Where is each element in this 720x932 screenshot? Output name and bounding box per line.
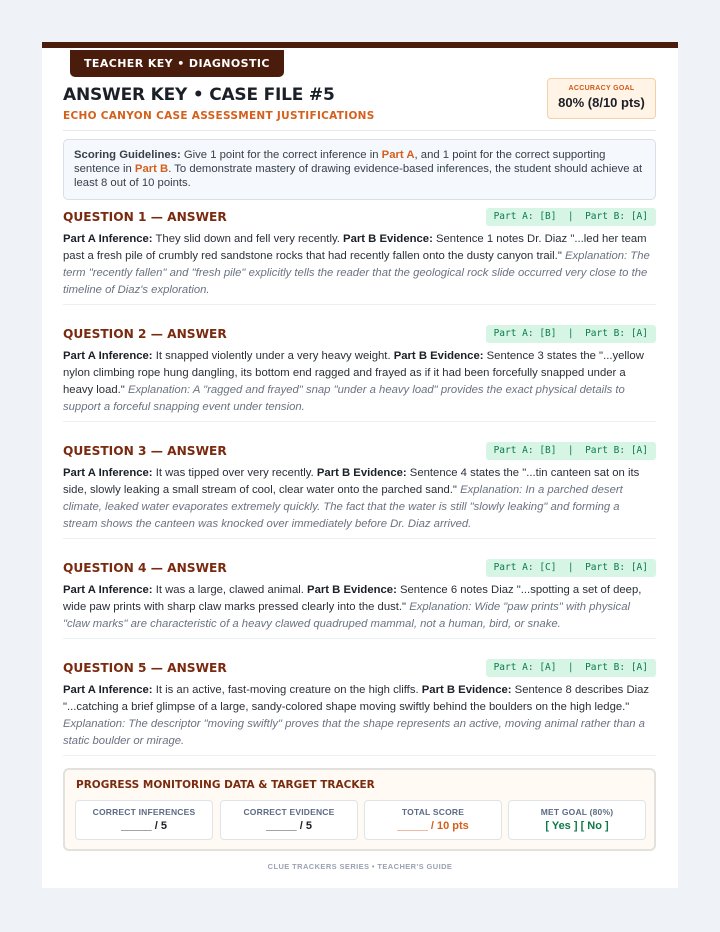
question-divider	[63, 421, 656, 422]
cell-value: [ Yes ] [ No ]	[545, 820, 609, 832]
question-title: QUESTION 4 — ANSWER	[63, 561, 227, 575]
question-title: QUESTION 1 — ANSWER	[63, 210, 227, 224]
question-justification	[63, 682, 656, 750]
part-b-text: Sentence 3 states the "...yellow nylon climbing rope hung dangling, its bottom end ragged and frayed as if it had been forcefully snapped under a heavy load."	[63, 350, 644, 396]
answer-key-badge: Part A: [C] | Part B: [A]	[486, 559, 656, 577]
question-title: QUESTION 2 — ANSWER	[63, 327, 227, 341]
guidelines-text-2: , and 1 point for the correct supporting sentence in	[74, 149, 606, 176]
cell-label: TOTAL SCORE	[401, 807, 465, 817]
header-divider	[63, 130, 656, 131]
accuracy-goal-value: 80% (8/10 pts)	[558, 95, 645, 110]
explanation-text: Explanation: The descriptor "moving swiftly" proves that the shape represents an active, moving animal rather than a static boulder or mirage.	[63, 718, 645, 747]
part-a-label: Part A Inference:	[63, 684, 153, 696]
question-justification	[63, 465, 656, 533]
part-b-text: Sentence 6 notes Diaz "...spotting a set of deep, wide paw prints with sharp claw marks pressed clearly into the dust."	[63, 584, 642, 613]
cell-label: MET GOAL (80%)	[540, 807, 614, 817]
correct-inferences-cell[interactable]	[75, 800, 213, 840]
question-4-answer	[63, 559, 656, 633]
cell-value: _____ / 10 pts	[397, 820, 469, 832]
total-score-cell[interactable]	[364, 800, 502, 840]
part-a-text: It snapped violently under a very heavy weight.	[152, 350, 394, 362]
question-justification	[63, 231, 656, 299]
answer-key-page	[42, 42, 678, 888]
part-a-text: It was tipped over very recently.	[152, 467, 317, 479]
part-a-label: Part A Inference:	[63, 584, 153, 596]
part-b-text: Sentence 1 notes Dr. Diaz "...led her team past a fresh pile of crumbly red sandstone rocks that had recently fallen onto the dusty canyon trail."	[63, 233, 647, 262]
question-title: QUESTION 5 — ANSWER	[63, 661, 227, 675]
progress-tracker	[63, 768, 656, 851]
guidelines-text-1: Give 1 point for the correct inference in	[180, 149, 382, 161]
question-divider	[63, 638, 656, 639]
part-b-label: Part B Evidence:	[421, 684, 512, 696]
guidelines-part-b: Part B	[134, 163, 169, 176]
part-a-text: It was a large, clawed animal.	[152, 584, 308, 596]
answer-key-badge: Part A: [B] | Part B: [A]	[486, 442, 656, 460]
cell-label: CORRECT EVIDENCE	[243, 807, 335, 817]
teacher-key-tab: TEACHER KEY • DIAGNOSTIC	[70, 50, 284, 77]
guidelines-part-a: Part A	[381, 149, 415, 161]
page-subtitle: ECHO CANYON CASE ASSESSMENT JUSTIFICATIONS	[63, 110, 375, 122]
part-a-label: Part A Inference:	[63, 350, 153, 362]
part-b-label: Part B Evidence:	[343, 233, 433, 245]
question-divider	[63, 538, 656, 539]
explanation-text: Explanation: Wide "paw prints" with physical "claw marks" are characteristic of a heavy clawed quadruped mammal, not a human, bird, or snake.	[63, 601, 630, 630]
explanation-text: Explanation: The term "recently fallen" and "fresh pile" explicitly tells the reader that the geological rock slide occurred very close to the timeline of Diaz's exploration.	[63, 250, 650, 296]
page-title: ANSWER KEY • CASE FILE #5	[63, 85, 335, 105]
cell-label: CORRECT INFERENCES	[92, 807, 196, 817]
question-3-answer	[63, 442, 656, 533]
part-b-text: Sentence 4 states the "...tin canteen sat on its side, slowly leaking a small stream of cool, clear water onto the parched sand."	[63, 467, 640, 496]
accuracy-goal-badge	[547, 78, 656, 119]
part-a-text: It is an active, fast-moving creature on the high cliffs.	[152, 684, 422, 696]
part-b-text: Sentence 8 describes Diaz "...catching a brief glimpse of a large, sandy-colored shape moving swiftly behind the boulders on the high ledge."	[63, 684, 650, 713]
question-justification	[63, 348, 656, 416]
cell-value: _____ / 5	[121, 820, 167, 832]
answer-key-badge: Part A: [B] | Part B: [A]	[486, 325, 656, 343]
question-1-answer	[63, 208, 656, 299]
guidelines-lead: Scoring Guidelines:	[74, 149, 181, 161]
met-goal-cell[interactable]	[508, 800, 646, 840]
accuracy-goal-label: ACCURACY GOAL	[568, 85, 635, 92]
scoring-guidelines	[63, 139, 656, 200]
answer-key-badge: Part A: [A] | Part B: [A]	[486, 659, 656, 677]
explanation-text: Explanation: A "ragged and frayed" snap "under a heavy load" provides the exact physical details to support a forceful snapping event under tension.	[63, 384, 625, 413]
part-a-label: Part A Inference:	[63, 233, 153, 245]
question-title: QUESTION 3 — ANSWER	[63, 444, 227, 458]
question-2-answer	[63, 325, 656, 416]
cell-value: _____ / 5	[266, 820, 312, 832]
page-footer: CLUE TRACKERS SERIES • TEACHER'S GUIDE	[267, 862, 453, 871]
part-b-label: Part B Evidence:	[307, 584, 397, 596]
question-5-answer	[63, 659, 656, 750]
explanation-text: Explanation: In a parched desert climate, leaked water evaporates extremely quickly. The fact that the water is still "slowly leaking" and forming a stream shows the canteen was knocked over immediately before Dr. Diaz arrived.	[63, 484, 623, 530]
tracker-title: PROGRESS MONITORING DATA & TARGET TRACKER	[76, 779, 375, 791]
question-divider	[63, 755, 656, 756]
correct-evidence-cell[interactable]	[220, 800, 358, 840]
guidelines-text-3: . To demonstrate mastery of drawing evidence-based inferences, the student should achieve at least 8 out of 10 points.	[74, 163, 643, 190]
part-a-label: Part A Inference:	[63, 467, 153, 479]
question-divider	[63, 304, 656, 305]
part-b-label: Part B Evidence:	[316, 467, 407, 479]
part-a-text: They slid down and fell very recently.	[152, 233, 344, 245]
question-justification	[63, 582, 656, 633]
part-b-label: Part B Evidence:	[393, 350, 484, 362]
answer-key-badge: Part A: [B] | Part B: [A]	[486, 208, 656, 226]
